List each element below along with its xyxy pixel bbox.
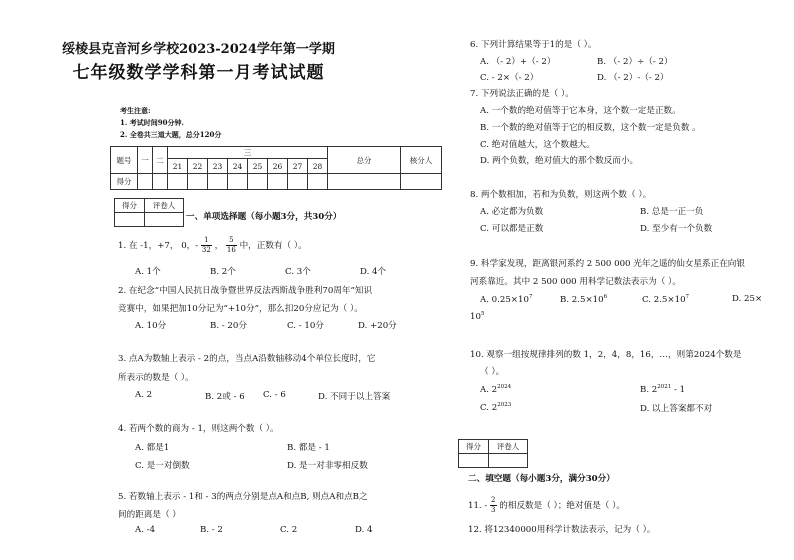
grader-score-cell [115,213,145,227]
q9-option-a: A. $0.25\times 10^7$ [480,294,533,305]
q1-option-c: C. 3个 [285,267,311,277]
q3-option-c: C. - 6 [263,390,286,400]
q5-line2: 间的距离是（ ） [118,510,181,520]
score-table-sub-col: 24 [228,159,248,174]
q1-suffix: 中，正数有（ ）。 [239,241,307,251]
q10-line1: 10. 观察一组按规律排列的数 1，2，4，8，16，…，则第2024个数是 [470,350,742,360]
q3-option-b: B. 2或 - 6 [205,392,245,402]
q12-line1: 12. 将12340000用科学计数法表示，记为（ ）。 [468,525,656,535]
q6-option-a: A. （- 2）+（- 2） [480,57,556,67]
q2-line1: 2. 在纪念“中国人民抗日战争暨世界反法西斯战争胜利70周年”知识 [118,286,373,296]
score-cell [208,174,228,190]
grader-box-section2 [458,439,528,468]
score-cell [168,174,188,190]
q5-option-a: A. -4 [135,525,156,535]
score-table-sub-col: 22 [188,159,208,174]
q2-option-b: B. - 20分 [210,321,247,331]
q5-option-c: C. 2 [280,525,298,535]
q10-option-d: D. 以上答案都不对 [640,404,713,414]
score-table-total: 总分 [328,147,401,174]
notice-heading: 考生注意: [120,106,151,115]
score-table-col-three: 三 [168,147,328,159]
q7-option-d: D. 两个负数，绝对值大的那个数反而小。 [480,156,639,166]
q6-line1: 6. 下列计算结果等于1的是（ ）。 [470,40,597,50]
q2-option-a: A. 10分 [135,321,167,331]
q7-line1: 7. 下列说法正确的是（ ）。 [470,89,574,99]
score-cell [248,174,268,190]
q4-option-c: C. 是一对倒数 [135,461,190,471]
score-cell [401,174,442,190]
q3-option-a: A. 2 [135,390,153,400]
score-cell [268,174,288,190]
score-cell [188,174,208,190]
score-table-sub-col: 23 [208,159,228,174]
q10-option-c: C. $2^{2023}$ [480,402,512,413]
q7-option-c: C. 绝对值越大，这个数越大。 [480,140,595,150]
q9-line2: 河系靠近。其中 2 500 000 用科学记数法表示为（ ）。 [470,277,681,287]
q10-line2: （ ）。 [480,367,505,377]
q9-option-c: C. $2.5\times 10^7$ [642,294,690,305]
q9-option-b: B. $2.5\times 10^6$ [560,294,608,305]
q8-option-c: C. 可以都是正数 [480,224,544,234]
notice-item-2: 2. 全卷共三道大题，总分120分 [120,130,222,139]
question-1: 1. 在 -1，+7， 0，- $\frac{1}{32}$ ， $\frac{5}{16}$ 中，正数有（ ）。 [118,236,307,254]
q1-option-a: A. 1个 [135,267,161,277]
grader-name-label: 评卷人 [489,440,528,454]
q9-option-d-wrap: $10^5$ [470,311,485,322]
score-table-reviewer: 核分人 [401,147,442,174]
score-cell [328,174,401,190]
q4-option-a: A. 都是1 [135,443,170,453]
q9-option-d: D. 25× [732,294,763,304]
q10-option-a: A. $2^{2024}$ [480,384,512,395]
q1-option-b: B. 2个 [210,267,236,277]
section2-title: 二、填空题（每小题3分，满分30分） [468,474,615,484]
score-table-sub-col: 26 [268,159,288,174]
q8-option-d: D. 至少有一个负数 [640,224,713,234]
q2-line2: 竞赛中，如果把加10分记为“+10分”，那么扣20分应记为（ ）。 [118,304,363,314]
q8-option-a: A. 必定都为负数 [480,207,544,217]
q8-line1: 8. 两个数相加，若和为负数，则这两个数（ ）。 [470,190,652,200]
grader-name-cell [489,454,528,468]
notice-item-1: 1. 考试时间90分钟. [120,118,184,127]
score-table-col-one: 一 [138,147,153,174]
score-table-sub-col: 25 [248,159,268,174]
score-table-label-number: 题号 [111,147,138,174]
q2-option-c: C. - 10分 [287,321,324,331]
q8-option-b: B. 总是一正一负 [640,207,704,217]
score-table-sub-col: 21 [168,159,188,174]
q3-line1: 3. 点A为数轴上表示 - 2的点，当点A沿数轴移动4个单位长度时，它 [118,354,376,364]
score-table-col-two: 二 [153,147,168,174]
exam-title-line2: 七年级数学学科第一月考试试题 [72,63,325,83]
q6-option-b: B. （- 2）÷（- 2） [597,57,673,67]
q3-line2: 所表示的数是（ ）。 [118,373,194,383]
q4-option-b: B. 都是 - 1 [287,443,330,453]
q9-line1: 9. 科学家发现，距离银河系约 2 500 000 光年之遥的仙女星系正在向银 [470,259,745,269]
score-cell [288,174,308,190]
score-table-sub-col: 27 [288,159,308,174]
exam-title-line1: 绥棱县克音河乡学校2023-2024学年第一学期 [62,42,335,57]
q7-option-b: B. 一个数的绝对值等于它的相反数，这个数一定是负数 。 [480,123,701,133]
q1-fraction-1: $\frac{1}{32}$ [201,236,211,254]
q4-option-d: D. 是一对非零相反数 [287,461,368,471]
score-cell [308,174,328,190]
score-cell [228,174,248,190]
q1-option-d: D. 4个 [360,267,387,277]
q10-option-b: B. $2^{2021} - 1$ [640,384,686,395]
q4-line1: 4. 若两个数的商为 - 1，则这两个数（ ）。 [118,424,279,434]
grader-score-cell [459,454,489,468]
score-table [110,146,442,190]
q3-option-d: D. 不同于以上答案 [318,392,391,402]
q6-option-d: D. （- 2）-（- 2） [597,73,669,83]
q5-option-b: B. - 2 [200,525,223,535]
q5-line1: 5. 若数轴上表示 - 1和 - 3的两点分别是点A和点B, 则点A和点B之 [118,492,368,502]
score-table-label-score: 得分 [111,174,138,190]
score-table-sub-col: 28 [308,159,328,174]
q7-option-a: A. 一个数的绝对值等于它本身，这个数一定是正数。 [480,106,681,116]
section1-title: 一、单项选择题（每小题3分，共30分） [186,212,342,222]
q11-fraction: $\frac{2}{3}$ [491,496,496,514]
grader-name-cell [145,213,184,227]
grader-name-label: 评卷人 [145,199,184,213]
score-cell [153,174,168,190]
q1-fraction-2: $\frac{5}{16}$ [226,236,236,254]
grader-score-label: 得分 [459,440,489,454]
grader-score-label: 得分 [115,199,145,213]
question-11: 11. - $\frac{2}{3}$ 的相反数是（ ）；绝对值是（ ）。 [468,496,626,514]
q1-prefix: 1. 在 -1，+7， 0，- [118,241,199,251]
q5-option-d: D. 4 [355,525,373,535]
q6-option-c: C. - 2×（- 2） [480,73,539,83]
q2-option-d: D. +20分 [358,321,397,331]
grader-box-section1 [114,198,184,227]
score-cell [138,174,153,190]
